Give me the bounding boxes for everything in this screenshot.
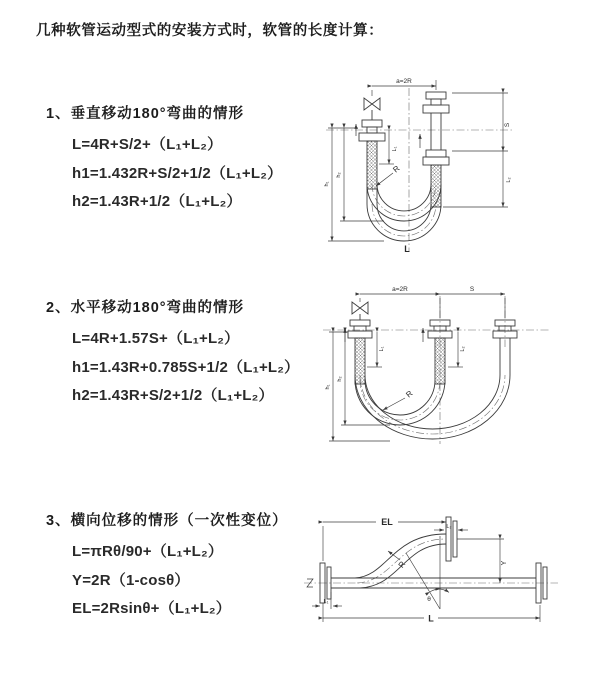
formula-length: L=4R+S/2+（L₁+L₂） <box>72 136 223 153</box>
formula-h2: h2=1.43R+S/2+1/2（L₁+L₂） <box>72 387 274 404</box>
section-heading: 1、垂直移动180°弯曲的情形 <box>46 106 245 122</box>
page-title: 几种软管运动型式的安装方式时，软管的长度计算： <box>36 23 384 39</box>
dim-label-l2: L₂ <box>460 346 466 352</box>
section-vertical-movement <box>46 102 282 217</box>
valve-icon <box>364 98 380 120</box>
dim-label-s: S <box>504 122 511 128</box>
formula-h2: h2=1.43R+1/2（L₁+L₂） <box>72 193 242 210</box>
formula-h1: h1=1.43R+0.785S+1/2（L₁+L₂） <box>72 358 300 376</box>
diagram-horizontal-180-bend <box>315 282 560 450</box>
length-label: L <box>404 244 410 254</box>
flange-right-lower <box>423 150 449 165</box>
dim-label-h1: h₁ <box>325 384 331 390</box>
dim-label-l1: L₁ <box>323 599 329 605</box>
flange-left <box>359 120 385 141</box>
dim-label-l1: L₁ <box>379 346 385 352</box>
dim-label-a2r: a=2R <box>392 286 408 293</box>
dim-label-l2: L₂ <box>506 177 512 183</box>
formula-length: L=4R+1.57S+（L₁+L₂） <box>72 330 240 347</box>
diagram-lateral-displacement <box>300 506 562 632</box>
braided-hose-left <box>367 141 377 189</box>
dimension-lines <box>328 80 508 241</box>
angle-label: θ <box>427 596 431 603</box>
hose-bend-arcs <box>355 375 510 439</box>
section-horizontal-movement <box>46 296 299 411</box>
dim-label-a2r: a=2R <box>396 78 412 85</box>
radius-label: R <box>396 559 408 570</box>
dim-label-l: L <box>428 613 434 624</box>
centerlines <box>304 539 558 583</box>
dim-label-l1: L₁ <box>392 146 398 152</box>
dimension-lines <box>312 522 540 622</box>
dim-label-y: Y <box>501 560 508 566</box>
dim-label-h2: h₂ <box>337 376 343 382</box>
dim-label-l2: L₂ <box>446 524 452 530</box>
braided-hose-middle <box>435 338 445 384</box>
dim-label-h2: h₂ <box>336 172 342 178</box>
formula-length: L=πRθ/90+（L₁+L₂） <box>72 543 224 560</box>
hose-bend-arcs <box>367 184 441 241</box>
section-heading: 3、横向位移的情形（一次性变位） <box>46 513 288 529</box>
braided-hose-left <box>355 338 365 384</box>
valve-icon <box>352 302 368 320</box>
section-lateral-displacement <box>46 509 288 624</box>
radius-label: R <box>391 163 402 175</box>
dim-label-s: S <box>469 286 475 293</box>
flange-left <box>348 320 372 338</box>
formula-y: Y=2R（1-cosθ） <box>72 571 190 589</box>
diagram-vertical-180-bend <box>312 72 527 257</box>
braided-hose-right <box>431 165 441 207</box>
flange-right-upper <box>423 92 449 113</box>
dim-label-el: EL <box>381 517 393 527</box>
formula-el: EL=2Rsinθ+（L₁+L₂） <box>72 600 231 617</box>
section-heading: 2、水平移动180°弯曲的情形 <box>46 300 245 316</box>
formula-h1: h1=1.432R+S/2+1/2（L₁+L₂） <box>72 164 283 182</box>
radius-label: R <box>404 388 415 400</box>
centerlines <box>326 88 514 252</box>
dim-label-h1: h₁ <box>324 181 330 187</box>
